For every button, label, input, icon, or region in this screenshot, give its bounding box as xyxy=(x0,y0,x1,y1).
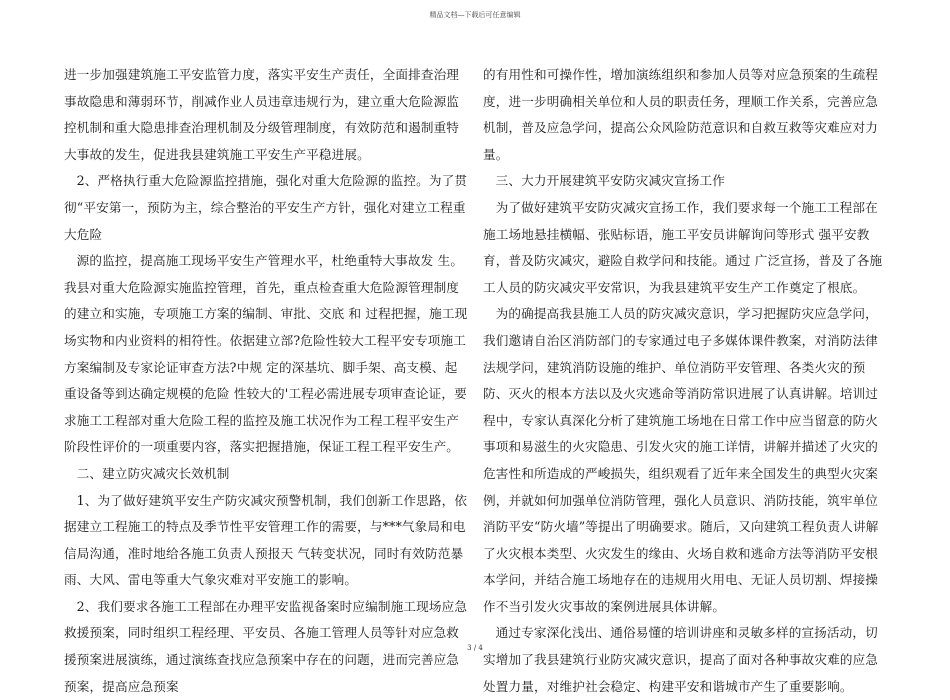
paragraph: 2、我们要求各施工工程部在办理平安监视备案时应编制施工现场应急救援预案，同时组织工程经理、平安员、各施工管理人员等针对应急救援预案进展演练，通过演练查找应急预案中存在的问题，进而完善应急预案，提高应急预案 xyxy=(64,598,468,694)
paragraph: 为了做好建筑平安防灾减灾宣扬工作，我们要求每一个施工工程部在施工场地悬挂横幅、张贴标语，施工平安员讲解询问等形式 强平安教育，普及防灾减灾，避险自救学问和技能。通过 广泛宣扬，普及了各施工人员的防灾减灾平安常识，为我县建筑平安生产工作奠定了根底。 xyxy=(483,199,883,295)
section-heading: 三、大力开展建筑平安防灾减灾宣扬工作 xyxy=(495,173,725,189)
paragraph: 2、严格执行重大危险源监控措施，强化对重大危险源的监控。为了贯彻“平安第一，预防为主，综合整治的平安生产方针，强化对建立工程重大危险 xyxy=(64,173,468,242)
section-heading: 二、建立防灾减灾长效机制 xyxy=(76,465,230,481)
paragraph: 进一步加强建筑施工平安监管力度，落实平安生产责任，全面排查治理事故隐患和薄弱环节，削减作业人员违章违规行为，建立重大危险源监控机制和重大隐患排查治理机制及分级管理制度，有效防范和遏制重特大事故的发生，促进我县建筑施工平安生产平稳进展。 xyxy=(64,67,460,162)
paragraph: 的有用性和可操作性，增加演练组织和参加人员等对应急预案的生疏程度，进一步明确相关单位和人员的职责任务，理顺工作关系，完善应急机制，普及应急学问，提高公众风险防范意识和自救互救等灾难应对力量。 xyxy=(483,67,879,162)
left-column xyxy=(64,62,469,700)
paragraph: 为的确提高我县施工人员的防灾减灾意识，学习把握防灾应急学问，我们邀请自治区消防部门的专家通过电子多媒体课件教案，对消防法律法规学问，建筑消防设施的维护、单位消防平安管理、各类火灾的预防、灭火的根本方法以及火灾逃命等消防常识进展了认真讲解。培训过程中，专家认真深化分析了建筑施工场地在日常工作中应当留意的防火事项和易滋生的火灾隐患、引发火灾的施工详情，讲解并描述了火灾的危害性和所造成的严峻损失，组织观看了近年来全国发生的典型火灾案例，并就如何加强单位消防管理，强化人员意识、消防技能，筑牢单位消防平安“防火墙”等提出了明确要求。随后，又向建筑工程负责人讲解了火灾根本类型、火灾发生的缘由、火场自救和逃命方法等消防平安根本学问，并结合施工场地存在的违规用火用电、无证人员切割、焊接操作不当引发火灾事故的案例进展具体讲解。 xyxy=(483,306,879,614)
paragraph: 通过专家深化浅出、通俗易懂的培训讲座和灵敏多样的宣扬活动，切实增加了我县建筑行业防灾减灾意识，提高了面对各种事故灾难的应急处置力量，对维护社会稳定、构建平安和谐城市产生了重要影响。 xyxy=(483,625,879,694)
paragraph: 源的监控，提高施工现场平安生产管理水平，杜绝重特大事故发 生。我县对重大危险源实施监控管理，首先，重点检查重大危险源管理制度的建立和实施，专项施工方案的编制、审批、交底 和 过程把握，施工现场实物和内业资料的相符性。依据建立部?危险性较大工程平安专项施工方案编制及专家论证审查方法?中规 定的深基坑、脚手架、高支模、起重设备等到达确定规模的危险 性较大的'工程必需进展专项审查论证，要求施工工程部对重大危险工程的监控及施工状况作为工程工程平安生产阶段性评价的一项重要内容，落实把握措施，保证工程工程平安生产。 xyxy=(64,253,468,455)
right-column xyxy=(483,62,888,700)
page-header: 精品文档—下载后可任意编辑 xyxy=(429,11,521,19)
paragraph: 1、为了做好建筑平安生产防灾减灾预警机制，我们创新工作思路，依据建立工程施工的特点及季节性平安管理工作的需要，与***气象局和电信局沟通，准时地给各施工负责人预报天 气转变状况，同时有效防范暴雨、大风、雷电等重大气象灾难对平安施工的影响。 xyxy=(64,492,468,588)
page-number: 3 / 4 xyxy=(467,644,483,652)
